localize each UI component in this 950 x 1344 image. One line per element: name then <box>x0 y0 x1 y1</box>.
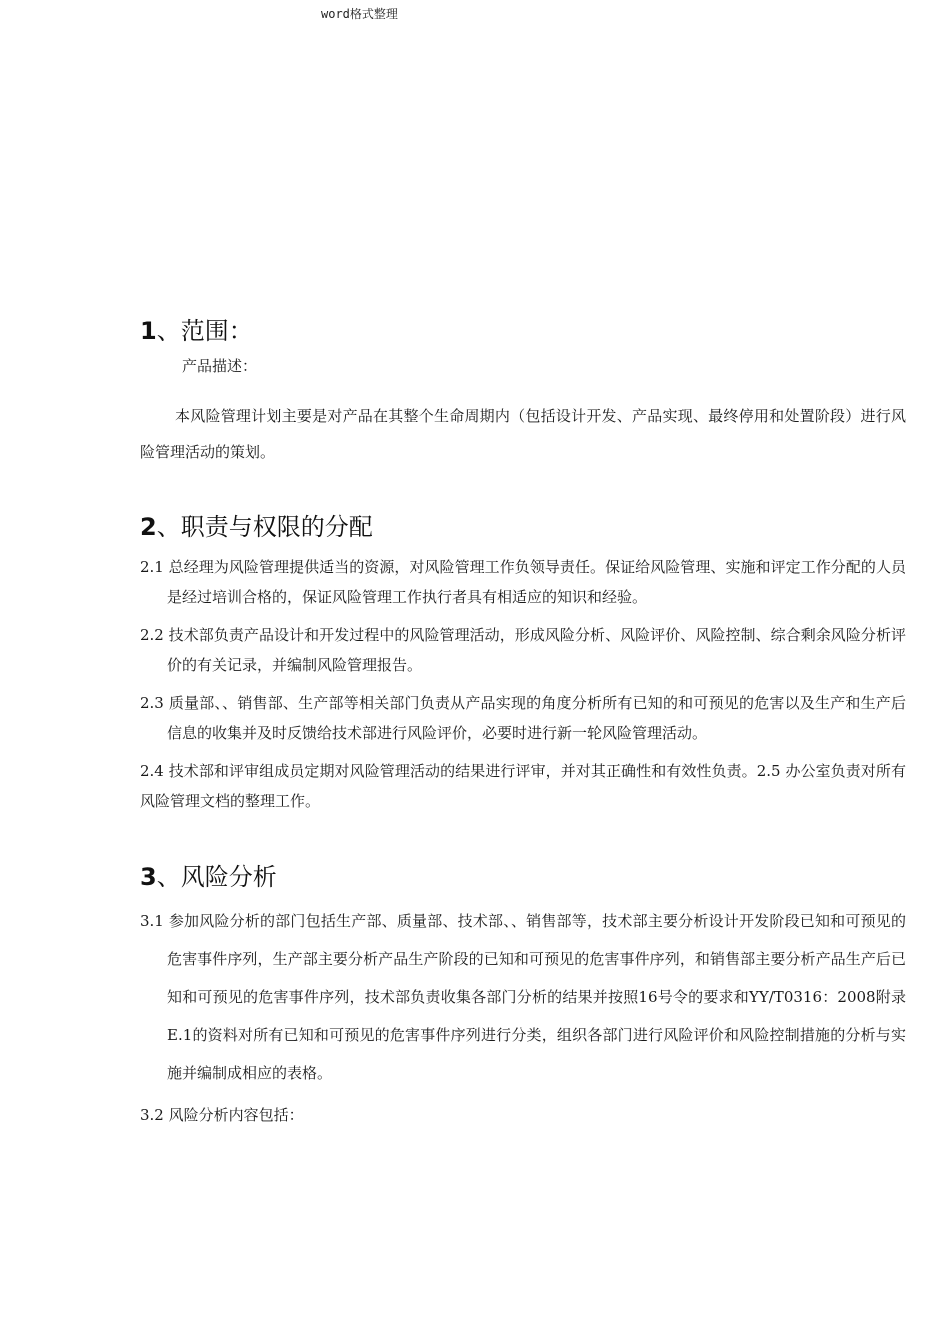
list-item: 2.1 总经理为风险管理提供适当的资源，对风险管理工作负领导责任。保证给风险管理、实施和评定工作分配的人员是经过培训合格的，保证风险管理工作执行者具有相适应的知识和经验。 <box>140 558 906 606</box>
product-description-label: 产品描述： <box>182 357 258 375</box>
list-item: 3.1 参加风险分析的部门包括生产部、质量部、技术部、、销售部等，技术部主要分析设计开发阶段已知和可预见的危害事件序列，生产部主要分析产品生产阶段的已知和可预见的危害事件序列，和销售部主要分析产品生产后已知和可预见的危害事件序列，技术部负责收集各部门分析的结果并按照16号令的要求和YY/T0316：2008附录E.1的资料对所有已知和可预见的危害事件序列进行分类，组织各部门进行风险评价和风险控制措施的分析与实施并编制成相应的表格。 <box>140 912 906 1082</box>
section-title: 、风险分析 <box>156 863 277 891</box>
section-responsibilities <box>140 508 906 816</box>
section-number: 1 <box>140 317 157 345</box>
section-heading <box>140 858 906 896</box>
list-item: 3.2 风险分析内容包括： <box>140 1106 304 1124</box>
section-title: 、范围： <box>156 317 253 345</box>
document-body <box>140 312 906 1138</box>
header-note: word格式整理 <box>321 7 398 21</box>
section-risk-analysis <box>140 858 906 1130</box>
section-scope <box>140 312 906 470</box>
section-number: 3 <box>140 863 157 891</box>
scope-paragraph: 本风险管理计划主要是对产品在其整个生命周期内（包括设计开发、产品实现、最终停用和处置阶段）进行风险管理活动的策划。 <box>140 407 906 461</box>
section-number: 2 <box>140 513 157 541</box>
section-title: 、职责与权限的分配 <box>156 513 373 541</box>
section-heading <box>140 312 906 350</box>
list-item: 2.3 质量部、、销售部、生产部等相关部门负责从产品实现的角度分析所有已知的和可预见的危害以及生产和生产后信息的收集并及时反馈给技术部进行风险评价，必要时进行新一轮风险管理活动。 <box>140 694 906 742</box>
list-item: 2.4 技术部和评审组成员定期对风险管理活动的结果进行评审，并对其正确性和有效性负责。2.5 办公室负责对所有风险管理文档的整理工作。 <box>140 762 906 810</box>
section-heading <box>140 508 906 546</box>
list-item: 2.2 技术部负责产品设计和开发过程中的风险管理活动，形成风险分析、风险评价、风险控制、综合剩余风险分析评价的有关记录，并编制风险管理报告。 <box>140 626 906 674</box>
